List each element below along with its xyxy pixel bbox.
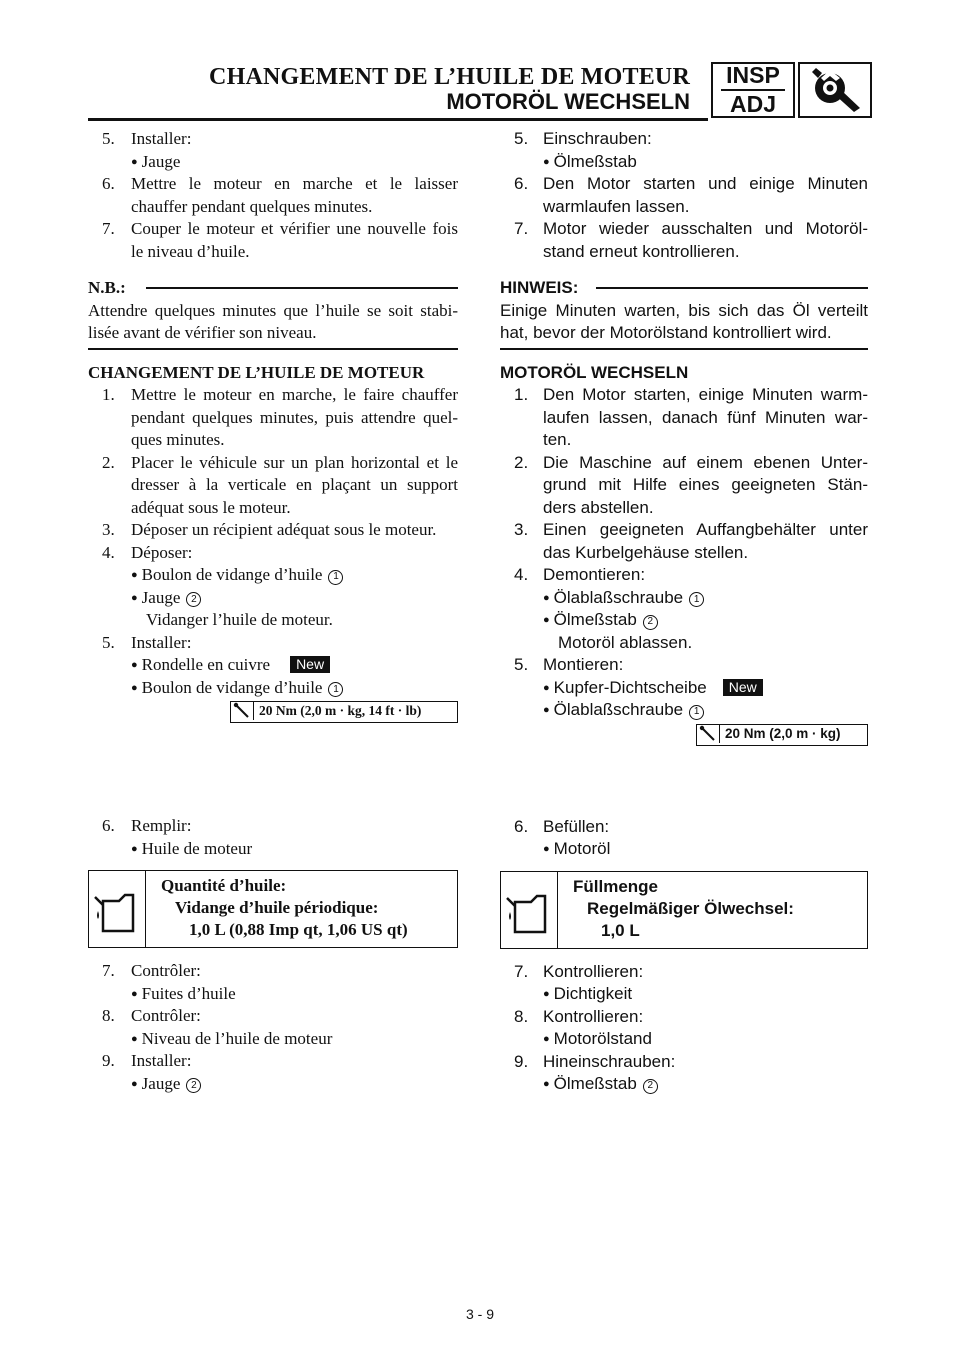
torque-spec-de: 20 Nm (2,0 m · kg): [696, 724, 868, 746]
callout-2: 2: [186, 592, 201, 607]
oil-can-icon: [501, 872, 558, 948]
list-item: ● Rondelle en cuivre New: [88, 654, 458, 677]
callout-2: 2: [186, 1078, 201, 1093]
callout-2: 2: [643, 1079, 658, 1094]
new-part-badge: New: [723, 679, 763, 696]
list-item: ● Boulon de vidange d’huile 1: [88, 564, 458, 587]
note-body-line-2: hat, bevor der Motorölstand kontrolliert wird.: [500, 323, 832, 342]
fr-change-step-3: 3. Déposer un récipient adéquat sous le moteur.: [102, 520, 437, 539]
de-change-step-8: 8. Kontrollieren:: [514, 1006, 644, 1026]
list-item: ● Fuites d’huile: [131, 983, 236, 1003]
note-body-line-1: Attendre quelques minutes que l’huile se soit stabi-: [88, 300, 458, 320]
callout-2: 2: [643, 615, 658, 630]
list-item: ● Jauge 2: [88, 587, 458, 610]
callout-1: 1: [689, 592, 704, 607]
note-body-line-2: lisée avant de vérifier son niveau.: [88, 323, 317, 342]
note-header: N.B.:: [88, 277, 458, 300]
torque-wrench-icon: [231, 702, 254, 720]
de-change-step-2: 2. Die Maschine auf einem ebenen Unter-: [514, 452, 868, 472]
list-item: ● Boulon de vidange d’huile 1: [88, 677, 458, 700]
list-item: ● Motoröl: [543, 839, 611, 858]
fr-change-step-7: 7. Contrôler:: [102, 961, 201, 980]
de-change-step-6: 6. Befüllen:: [514, 816, 610, 836]
header-title-de: MOTORÖL WECHSELN: [446, 89, 690, 114]
de-step-6: 6. Den Motor starten und einige Minuten: [514, 174, 868, 193]
fr-change-step-9: 9. Installer:: [102, 1051, 192, 1070]
list-item: ● Ölmeßstab: [543, 151, 637, 171]
fr-change-step-6: 6. Remplir:: [102, 816, 192, 835]
fr-step-7: 7. Couper le moteur et vérifier une nouvelle fois: [102, 219, 458, 238]
wrench-gear-icon: [798, 62, 872, 118]
callout-1: 1: [328, 570, 343, 585]
list-item: ● Huile de moteur: [131, 838, 253, 858]
note-body-line-1: Einige Minuten warten, bis sich das Öl verteilt: [500, 300, 868, 320]
insp-adj-badge: [711, 62, 795, 118]
section-title-fr: CHANGEMENT DE L’HUILE DE MOTEUR: [88, 362, 425, 382]
column-french: 5. Installer: ● Jauge 6. Mettre le moteur en marche et le laisser chauffer pendant quelques minutes. 7. Couper le moteur et vérifier une nouvelle fois le niveau d’huile. N.B.: Attendre quelques minutes que l’huile se soit stabi- lisée avant de vérifier son niveau. CHANGEMENT DE L’HUILE DE MOTEUR 1. Mettre le moteur en marche, le faire chauffer pendant quelques minutes, puis attendre quel- ques minutes. 2. Placer le véhicule sur un plan horizontal et le dresser à la verticale en plaçant un support adéquat sous le moteur. 3. Déposer un récipient adéquat sous le moteur. 4. Déposer: ● Boulon de vidange d’huile 1 ● Jauge 2 Vidanger l’huile de moteur. 5. Installer: ● Rondelle en cuivre New ● Boulon de vidange d’huile 1 20 Nm (2,0 m · kg, 14 ft · lb) 6. Remplir: ● Huile de moteur Quantité d’huile: Vidange d’huile périodique: 1,0 L (0,88 Imp qt, 1,06 US qt) 7. Contrôler: ● Fuites d’huile 8. Contrôler: ● Niveau de l’huile de moteur 9. Installer: ● Jauge 2: [88, 128, 458, 1095]
badge-insp: INSP: [726, 62, 780, 88]
list-item: ● Niveau de l’huile de moteur: [131, 1028, 333, 1048]
callout-1: 1: [328, 682, 343, 697]
header-title-fr: CHANGEMENT DE L’HUILE DE MOTEUR: [209, 64, 690, 90]
note-header: HINWEIS:: [500, 277, 868, 300]
torque-wrench-icon: [697, 725, 720, 743]
header-rule: [88, 118, 708, 121]
oil-quantity-spec-de: Füllmenge Regelmäßiger Ölwechsel: 1,0 L: [500, 871, 868, 949]
list-item: ● Ölablaßschraube 1: [500, 587, 868, 610]
oil-quantity-spec-fr: Quantité d’huile: Vidange d’huile périodique: 1,0 L (0,88 Imp qt, 1,06 US qt): [88, 870, 458, 948]
column-german: 5. Einschrauben: ● Ölmeßstab 6. Den Motor starten und einige Minuten warmlaufen lassen. 7. Motor wieder ausschalten und Motoröl- stand erneut kontrollieren. HINWEIS: Einige Minuten warten, bis sich das Öl verteilt hat, bevor der Motorölstand kontrolliert wird. MOTORÖL WECHSELN 1. Den Motor starten, einige Minuten warm- laufen lassen, danach fünf Minuten war- ten. 2. Die Maschine auf einem ebenen Unter- grund mit Hilfe eines geeigneten Stän- ders abstellen. 3. Einen geeigneten Auffangbehälter unter das Kurbelgehäuse stellen. 4. Demontieren: ● Ölablaßschraube 1 ● Ölmeßstab 2 Motoröl ablassen. 5. Montieren: ● Kupfer-Dichtscheibe New ● Ölablaßschraube 1 20 Nm (2,0 m · kg) 6. Befüllen: ● Motoröl Füllmenge Regelmäßiger Ölwechsel: 1,0 L 7. Kontrollieren: ● Dichtigkeit 8. Kontrollieren: ● Motorölstand 9. Hineinschrauben: ● Ölmeßstab 2: [500, 128, 868, 1096]
de-step-7: 7. Motor wieder ausschalten und Motoröl-: [514, 219, 868, 238]
de-change-step-7: 7. Kontrollieren:: [514, 961, 644, 981]
fr-step-5: 5. Installer:: [102, 129, 192, 148]
new-part-badge: New: [290, 656, 330, 673]
de-change-step-9: 9. Hineinschrauben:: [514, 1051, 676, 1071]
de-change-step-3: 3. Einen geeigneten Auffangbehälter unter: [514, 520, 868, 539]
de-change-step-5: 5. Montieren:: [514, 655, 624, 674]
list-item: ● Kupfer-Dichtscheibe New: [500, 677, 868, 700]
callout-1: 1: [689, 705, 704, 720]
de-step-5: 5. Einschrauben:: [514, 129, 652, 148]
list-item: ● Jauge: [131, 151, 181, 171]
list-item: ● Jauge 2: [88, 1073, 458, 1096]
fr-change-step-4: 4. Déposer:: [102, 542, 193, 562]
fr-step-6: 6. Mettre le moteur en marche et le laisser: [102, 174, 458, 193]
torque-spec-fr: 20 Nm (2,0 m · kg, 14 ft · lb): [230, 701, 458, 723]
list-item: ● Ölablaßschraube 1: [500, 699, 868, 722]
fr-change-step-5: 5. Installer:: [102, 632, 192, 652]
de-change-step-4: 4. Demontieren:: [514, 565, 646, 584]
section-title-de: MOTORÖL WECHSELN: [500, 362, 689, 382]
list-item: ● Ölmeßstab 2: [500, 1073, 868, 1096]
fr-change-step-8: 8. Contrôler:: [102, 1006, 201, 1025]
list-item: ● Motorölstand: [543, 1029, 652, 1048]
list-item: ● Dichtigkeit: [543, 984, 633, 1003]
de-change-step-1: 1. Den Motor starten, einige Minuten warm-: [514, 385, 868, 404]
list-item: ● Ölmeßstab 2: [500, 609, 868, 632]
page-number: 3 - 9: [465, 1306, 494, 1322]
fr-change-step-2: 2. Placer le véhicule sur un plan horizontal et le: [102, 452, 458, 472]
fr-change-step-1: 1. Mettre le moteur en marche, le faire chauffer: [102, 385, 458, 404]
badge-adj: ADJ: [729, 91, 776, 117]
oil-can-icon: [89, 871, 146, 947]
